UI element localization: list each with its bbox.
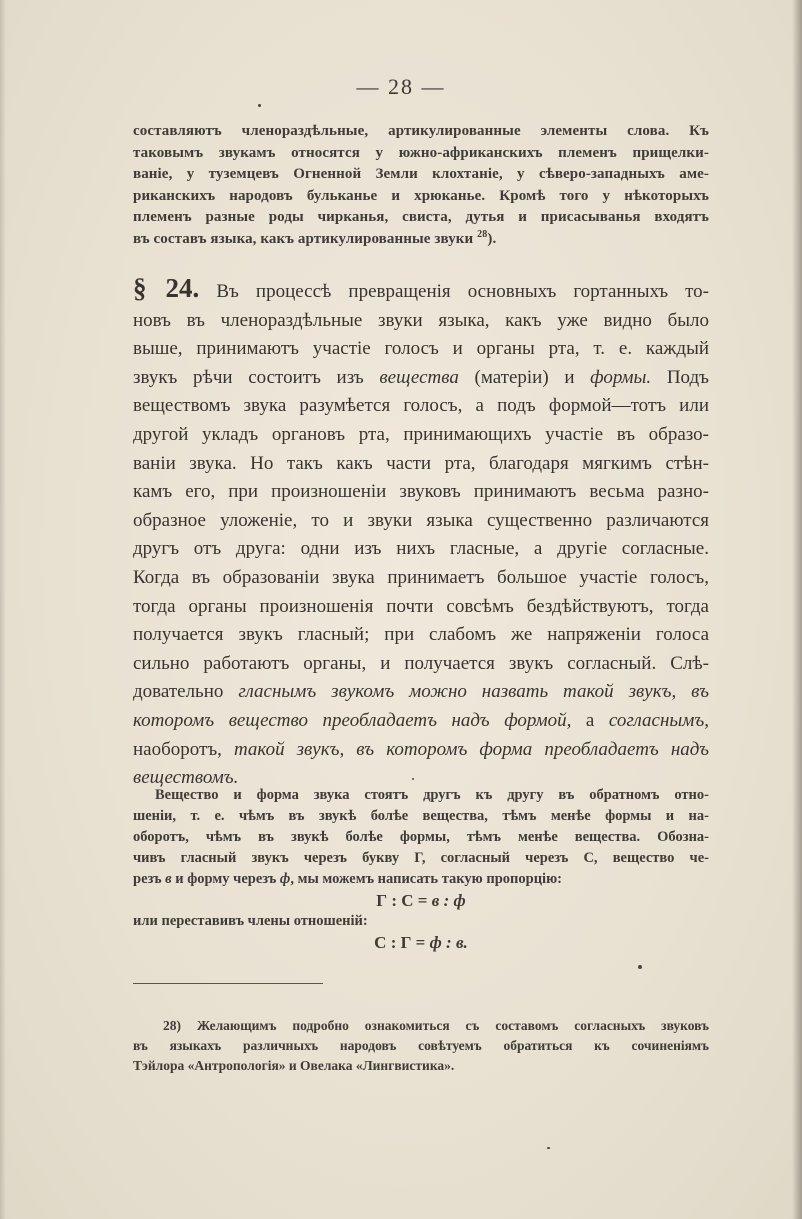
text-line (133, 736, 709, 765)
footnote-ref: 28 (477, 228, 488, 240)
text-line (133, 364, 709, 393)
formula-part: С : Г = (374, 933, 430, 952)
text-line: другой укладъ органовъ рта, принимающихъ участіе въ образо- (133, 423, 709, 445)
text-span: резъ (133, 871, 166, 887)
text-line: или переставивъ члены отношеній: (133, 913, 368, 929)
text-span: наоборотъ, (133, 738, 234, 760)
text-line (133, 274, 709, 307)
text-line: ваніе, у туземцевъ Огненной Земли клохтаніе, у сѣверо-западныхъ аме- (133, 166, 709, 183)
scan-speck (258, 104, 261, 107)
text-line: получается звукъ гласный; при слабомъ же напряженіи голоса (133, 624, 709, 646)
text-line: сильно работаютъ органы, и получается звукъ согласный. Слѣ- (133, 652, 709, 674)
text-line: камъ его, при произношеніи звуковъ принимаютъ весьма разно- (133, 481, 709, 503)
text-span: Въ процессѣ превращенія основныхъ гортанныхъ то- (216, 281, 709, 302)
emphasis: формы. (590, 366, 652, 388)
page-number: — 28 — (356, 74, 446, 99)
text-line: Тэйлора «Антропологія» и Овелака «Лингвистика». (133, 1058, 455, 1073)
text-line: образное уложеніе, то и звуки языка существенно различаются (133, 509, 709, 531)
text-span: , мы можемъ написать такую пропорцію: (290, 871, 562, 887)
section-24 (133, 274, 709, 793)
paragraph-continuation (133, 121, 709, 251)
emphasis: веществомъ. (133, 767, 239, 789)
text-line: чивъ гласный звукъ черезъ букву Г, согласный черезъ С, вещество че- (133, 850, 709, 866)
emphasis: гласнымъ звукомъ можно назвать такой звукъ, въ (238, 681, 709, 703)
scan-speck (412, 778, 414, 780)
emphasis: которомъ вещество преобладаетъ надъ формой, (133, 709, 572, 731)
text-line: племенъ разные роды чирканья, свиста, дутья и присасыванья входятъ (133, 209, 709, 226)
emphasis: ф (279, 871, 291, 887)
formula-2 (133, 932, 709, 953)
text-line: другъ отъ друга: одни изъ нихъ гласные, а другіе согласные. (133, 538, 709, 560)
formula-part: ф : в. (429, 933, 468, 952)
scan-speck (638, 965, 642, 969)
footnote-divider (133, 983, 323, 984)
text-line: выше, принимаютъ участіе голосъ и органы рта, т. е. каждый (133, 338, 709, 360)
page-left-shadow (0, 0, 6, 1219)
text-line: 28) Желающимъ подробно ознакомиться съ составомъ согласныхъ звуковъ (163, 1018, 709, 1033)
text-line (133, 707, 709, 736)
text-line: шеніи, т. е. чѣмъ въ звукѣ болѣе вещества, тѣмъ менѣе формы и на- (133, 808, 709, 824)
text-line (133, 229, 709, 251)
text-span: звукъ рѣчи состоитъ изъ (133, 366, 380, 388)
text-span: довательно (133, 681, 239, 703)
text-line (133, 678, 709, 707)
text-line: веществомъ звука разумѣется голосъ, а подъ формой—тотъ или (133, 395, 709, 417)
footnote (133, 1016, 709, 1076)
text-line: оборотъ, чѣмъ въ звукѣ болѣе формы, тѣмъ менѣе вещества. Обозна- (133, 829, 709, 845)
emphasis: в (165, 871, 172, 887)
formula-1 (133, 890, 709, 911)
text-span: и форму черезъ (171, 871, 280, 887)
text-span: (матеріи) и (458, 366, 591, 388)
text-span: ). (487, 230, 497, 247)
text-span: въ составъ языка, какъ артикулированные звуки (133, 230, 474, 247)
formula-part: Г : С = (376, 891, 432, 910)
text-line (133, 869, 709, 890)
emphasis: согласнымъ, (608, 709, 709, 731)
page-right-shadow (792, 0, 802, 1219)
scan-speck (547, 1147, 550, 1149)
emphasis: вещества (379, 366, 459, 388)
formula-part: в : ф (431, 891, 466, 910)
emphasis: такой звукъ, въ которомъ форма преобладаетъ надъ (233, 738, 709, 760)
text-line: ваніи звука. Но такъ какъ части рта, благодаря мягкимъ стѣн- (133, 452, 709, 474)
text-span: а (571, 709, 609, 731)
text-line: Вещество и форма звука стоятъ другъ къ другу въ обратномъ отно- (155, 787, 709, 803)
text-line: Когда въ образованіи звука принимаетъ большое участіе голосъ, (133, 566, 709, 588)
text-line: составляютъ членораздѣльные, артикулированные элементы слова. Къ (133, 123, 709, 139)
small-paragraph (133, 785, 709, 953)
text-line: риканскихъ народовъ бульканье и хрюканье. Кромѣ того у нѣкоторыхъ (133, 187, 709, 204)
text-line: въ языкахъ различныхъ народовъ совѣтуемъ обратиться къ сочиненіямъ (133, 1038, 709, 1053)
text-line: новъ въ членораздѣльные звуки языка, какъ уже видно было (133, 309, 709, 331)
section-mark: § 24. (133, 274, 200, 303)
text-line: таковымъ звукамъ относятся у южно-африканскихъ племенъ прищелки- (133, 144, 709, 161)
text-line: тогда органы произношенія почти совсѣмъ бездѣйствуютъ, тогда (133, 595, 709, 617)
text-span: Подъ (651, 366, 709, 388)
